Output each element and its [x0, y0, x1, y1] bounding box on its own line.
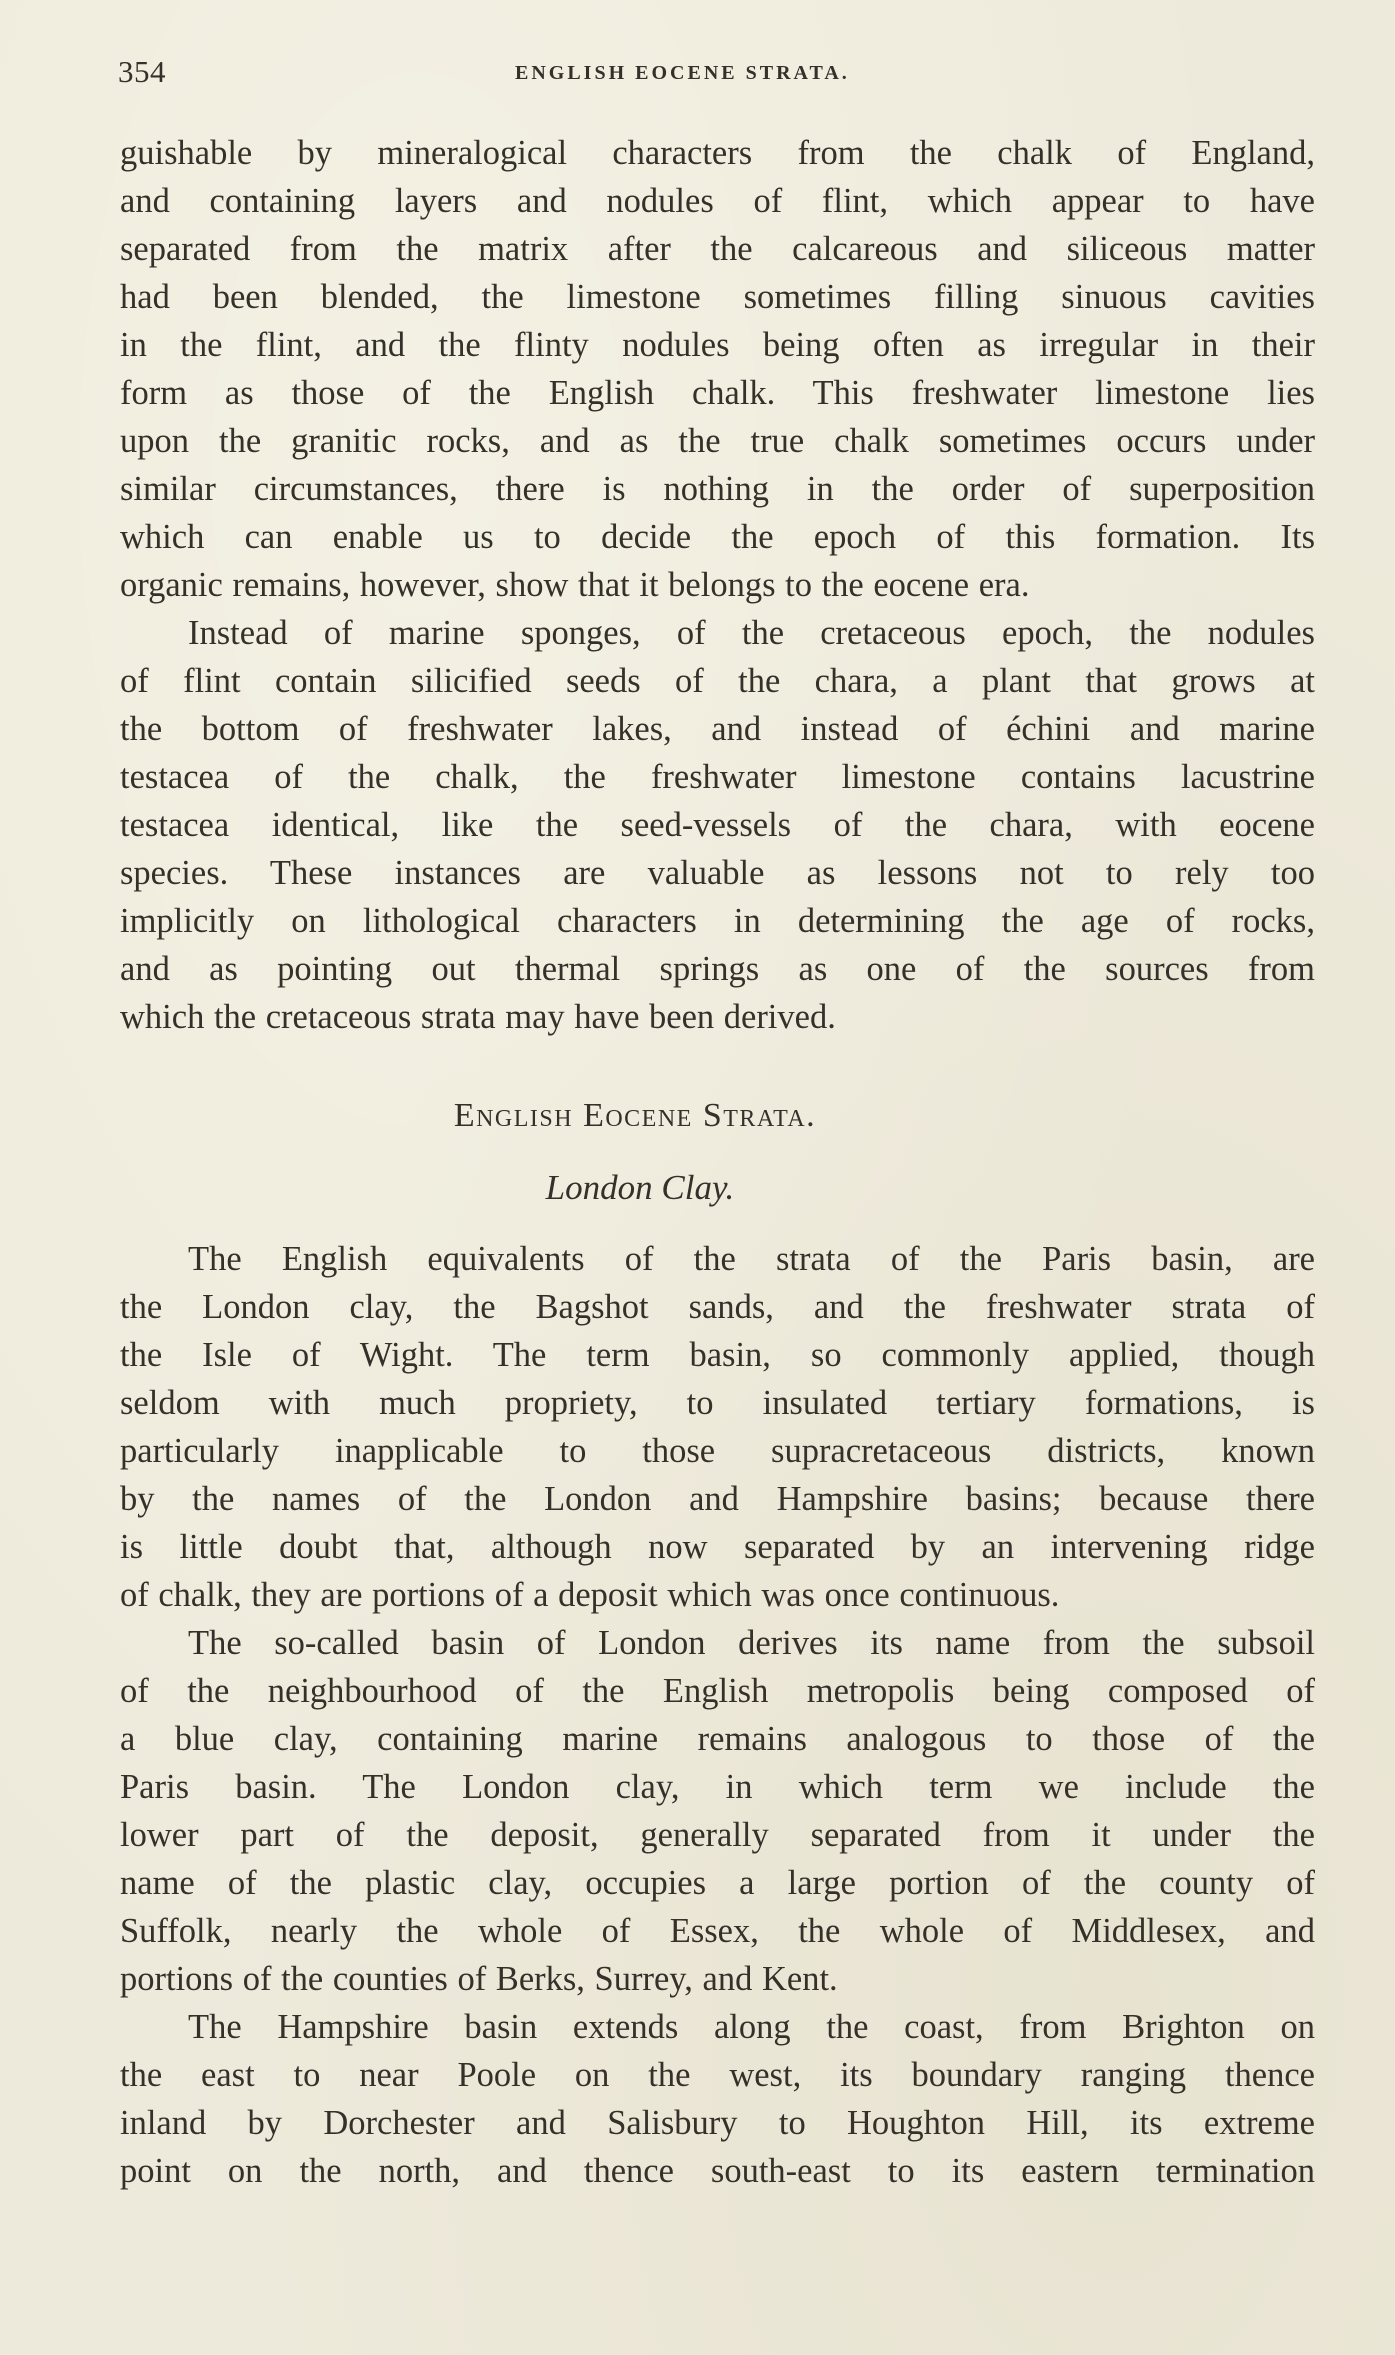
- text-line: particularly inapplicable to those supracretaceous districts, known: [120, 1432, 1315, 1470]
- text-line: and containing layers and nodules of flint, which appear to have: [120, 182, 1315, 220]
- text-line: species. These instances are valuable as lessons not to rely too: [120, 854, 1315, 892]
- text-line: a blue clay, containing marine remains analogous to those of the: [120, 1720, 1315, 1758]
- text-line: of the neighbourhood of the English metropolis being composed of: [120, 1672, 1315, 1710]
- text-line: implicitly on lithological characters in determining the age of rocks,: [120, 902, 1315, 940]
- paragraph-first-line: The Hampshire basin extends along the coast, from Brighton on: [188, 2008, 1315, 2046]
- text-line: seldom with much propriety, to insulated tertiary formations, is: [120, 1384, 1315, 1422]
- text-line: point on the north, and thence south-east to its eastern termination: [120, 2152, 1315, 2190]
- text-line: the bottom of freshwater lakes, and instead of échini and marine: [120, 710, 1315, 748]
- text-line: which can enable us to decide the epoch of this formation. Its: [120, 518, 1315, 556]
- text-line: form as those of the English chalk. This freshwater limestone lies: [120, 374, 1315, 412]
- text-line: name of the plastic clay, occupies a large portion of the county of: [120, 1864, 1315, 1902]
- paragraph-first-line: The so-called basin of London derives its name from the subsoil: [188, 1624, 1315, 1662]
- text-line: the Isle of Wight. The term basin, so commonly applied, though: [120, 1336, 1315, 1374]
- text-line: organic remains, however, show that it belongs to the eocene era.: [120, 566, 1030, 604]
- text-line: testacea identical, like the seed-vessels of the chara, with eocene: [120, 806, 1315, 844]
- body-text-london-clay: [120, 1235, 1315, 2195]
- text-line: inland by Dorchester and Salisbury to Houghton Hill, its extreme: [120, 2104, 1315, 2142]
- text-line: the east to near Poole on the west, its boundary ranging thence: [120, 2056, 1315, 2094]
- text-line: portions of the counties of Berks, Surrey, and Kent.: [120, 1960, 838, 1998]
- text-line: Suffolk, nearly the whole of Essex, the whole of Middlesex, and: [120, 1912, 1315, 1950]
- body-text-before-section: [120, 129, 1315, 1041]
- text-line: by the names of the London and Hampshire basins; because there: [120, 1480, 1315, 1518]
- text-line: in the flint, and the flinty nodules being often as irregular in their: [120, 326, 1315, 364]
- text-line: similar circumstances, there is nothing in the order of superposition: [120, 470, 1315, 508]
- section-heading: English Eocene Strata.: [453, 1097, 817, 1134]
- text-line: lower part of the deposit, generally separated from it under the: [120, 1816, 1315, 1854]
- text-line: upon the granitic rocks, and as the true chalk sometimes occurs under: [120, 422, 1315, 460]
- running-header: [118, 52, 1315, 92]
- text-line: had been blended, the limestone sometimes filling sinuous cavities: [120, 278, 1315, 316]
- text-line: separated from the matrix after the calcareous and siliceous matter: [120, 230, 1315, 268]
- text-line: guishable by mineralogical characters from the chalk of England,: [120, 134, 1315, 172]
- running-title: ENGLISH EOCENE STRATA.: [515, 62, 850, 84]
- text-line: the London clay, the Bagshot sands, and the freshwater strata of: [120, 1288, 1315, 1326]
- text-line: which the cretaceous strata may have been derived.: [120, 998, 836, 1036]
- subsection-heading: London Clay.: [545, 1168, 735, 1207]
- text-line: Paris basin. The London clay, in which term we include the: [120, 1768, 1315, 1806]
- paragraph-first-line: The English equivalents of the strata of the Paris basin, are: [188, 1240, 1315, 1278]
- text-line: of chalk, they are portions of a deposit which was once continuous.: [120, 1576, 1060, 1614]
- paragraph-first-line: Instead of marine sponges, of the cretaceous epoch, the nodules: [188, 614, 1315, 652]
- text-line: and as pointing out thermal springs as one of the sources from: [120, 950, 1315, 988]
- page-number: 354: [118, 54, 166, 89]
- text-line: of flint contain silicified seeds of the chara, a plant that grows at: [120, 662, 1315, 700]
- text-line: testacea of the chalk, the freshwater limestone contains lacustrine: [120, 758, 1315, 796]
- text-line: is little doubt that, although now separated by an intervening ridge: [120, 1528, 1315, 1566]
